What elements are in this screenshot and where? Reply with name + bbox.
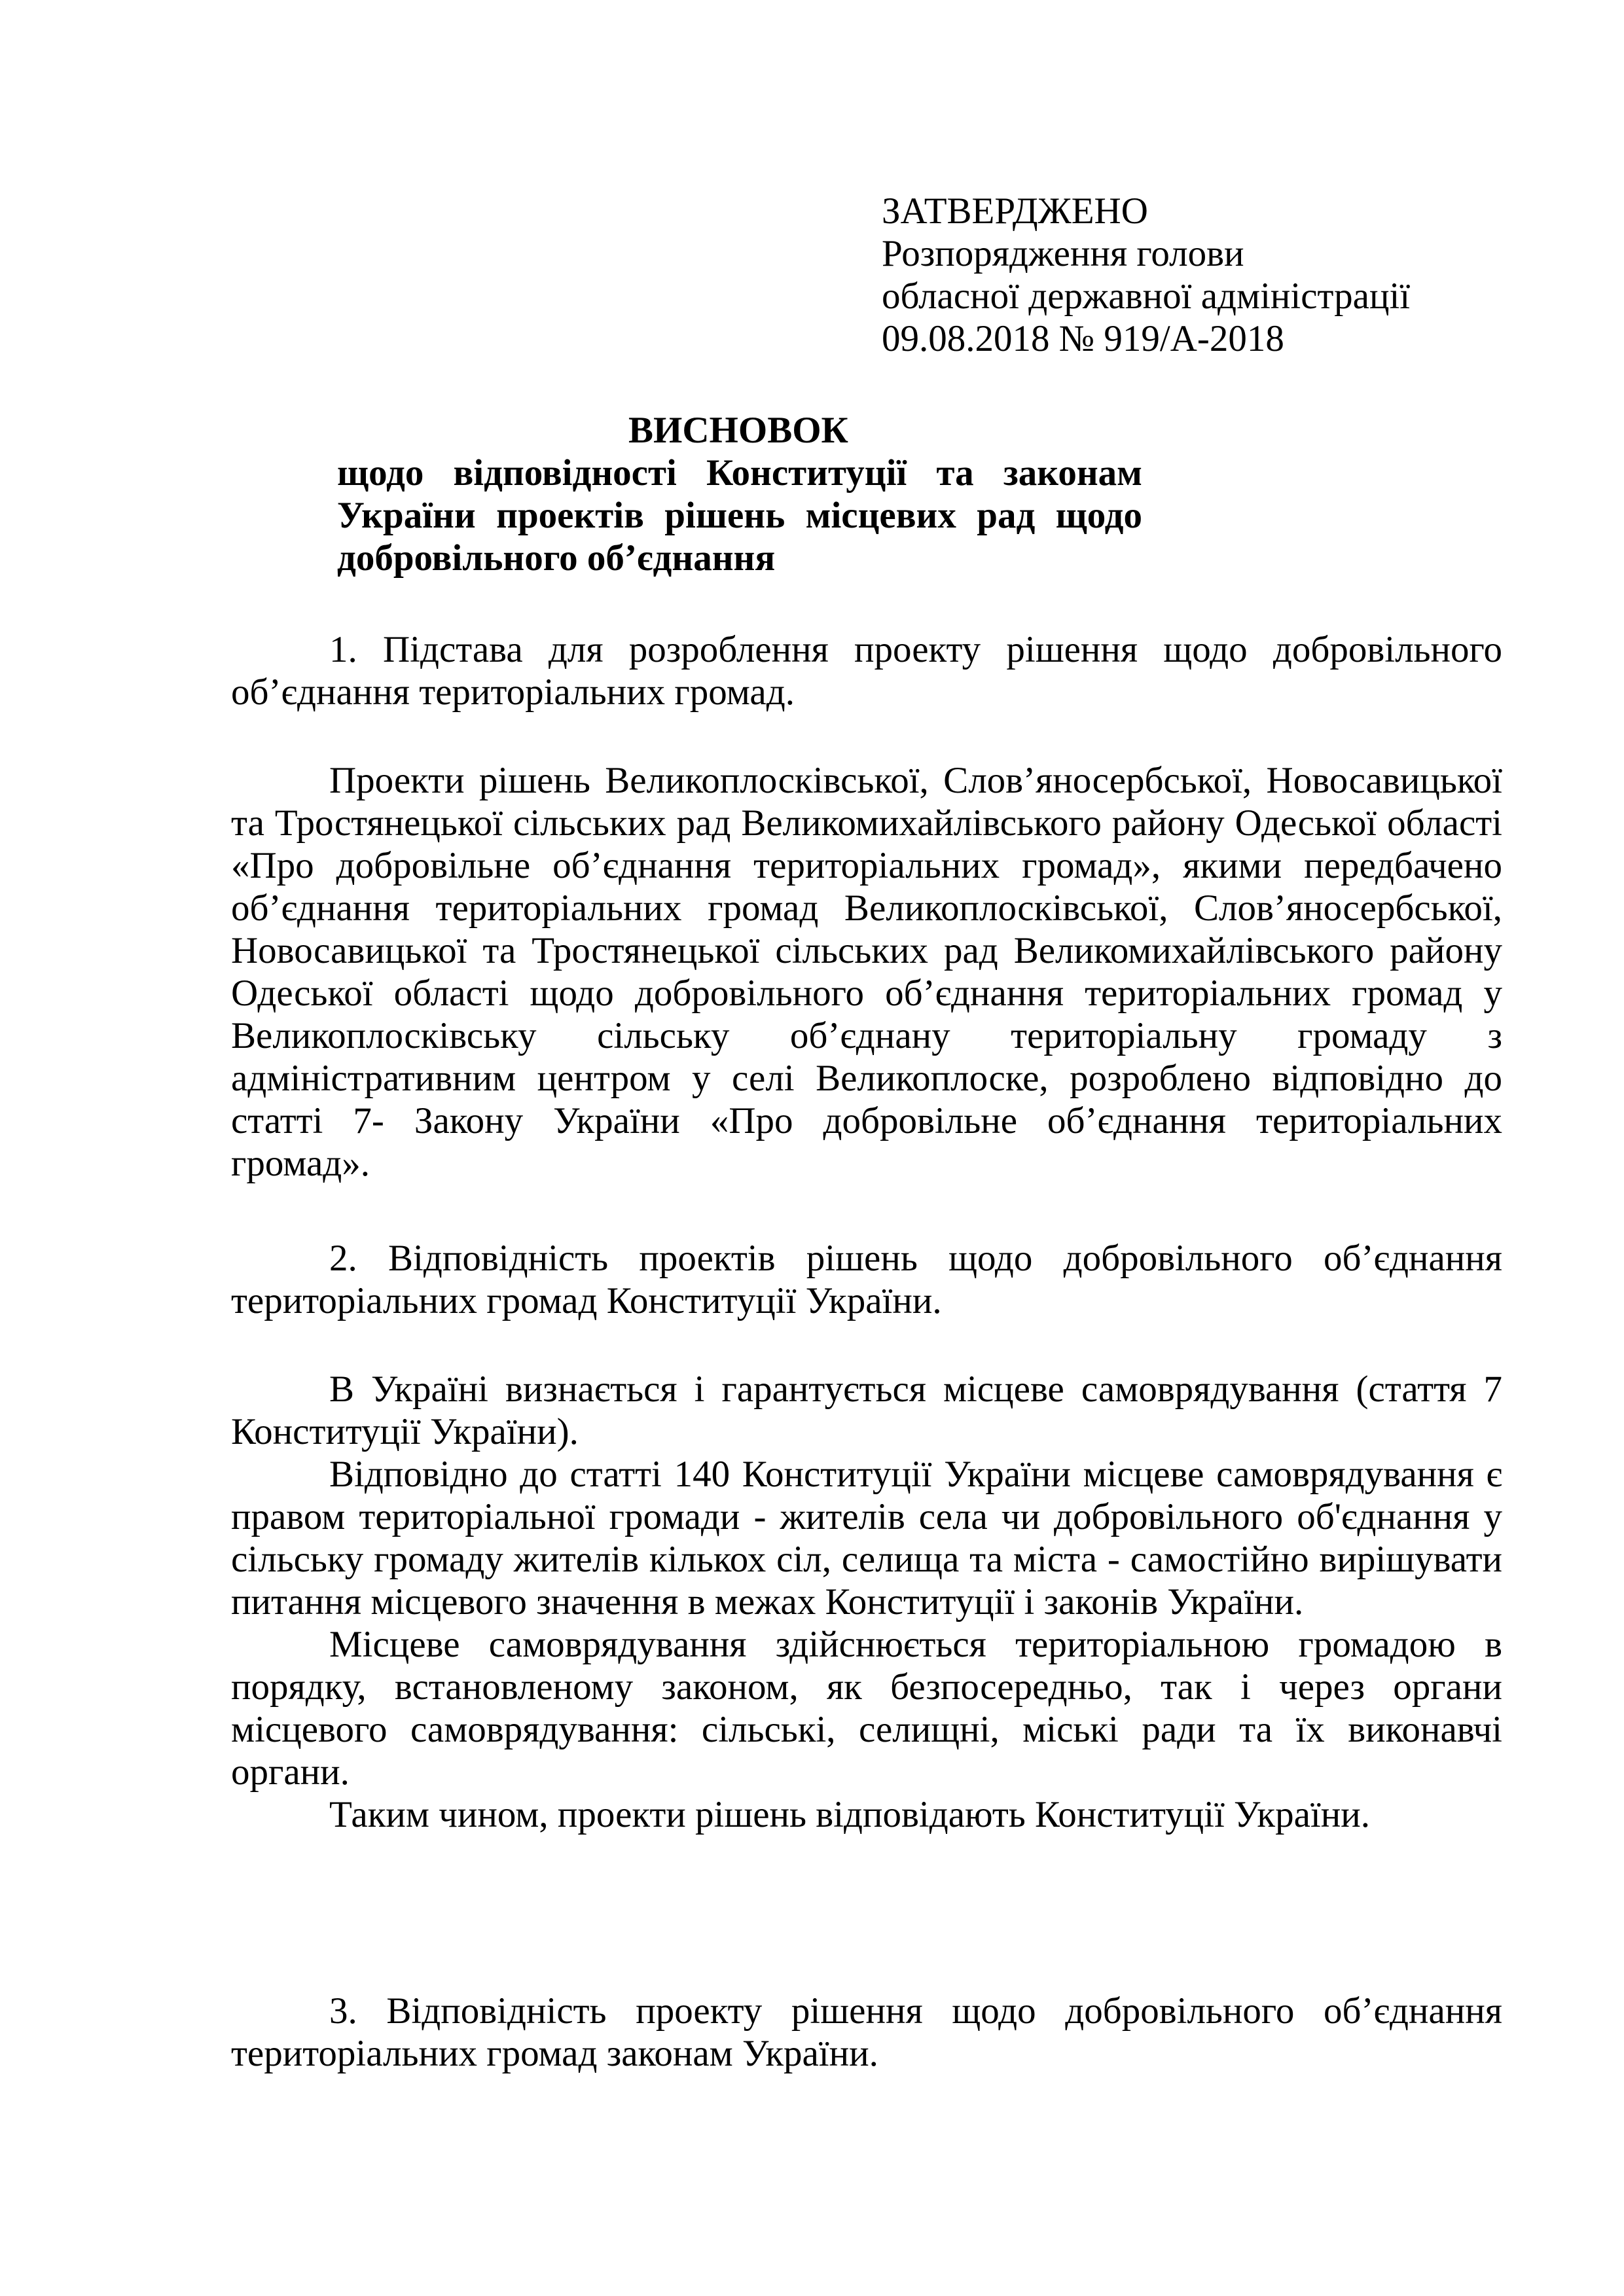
subtitle-line-1: щодо відповідності Конституції та законам [337, 452, 1142, 493]
subtitle-line-3: добровільного об’єднання [337, 537, 776, 579]
section-1-paragraph: Проекти рішень Великоплосківської, Слов’яносербської, Новосавицької та Тростянецької сільських рад Великомихайлівського району Одеської області «Про добровільне об’єднання територіальних громад», якими передбачено об’єднання територіальних громад Великоплосківської, Слов’яносербської, Новосавицької та Тростянецької сільських рад Великомихайлівського району Одеської області щодо добровільного об’єднання територіальних громад у Великоплосківську сільську об’єднану територіальну громаду з адміністративним центром у селі Великоплоске, розроблено відповідно до статті 7- Закону України «Про добровільне об’єднання територіальних громад». [231, 760, 1502, 1184]
section-2-heading-text: 2. Відповідність проектів рішень щодо добровільного об’єднання територіальних громад Конституції України. [231, 1238, 1502, 1321]
approval-order-label: Розпорядження голови [882, 233, 1244, 274]
approval-stamp-block [882, 190, 1410, 360]
section-1-body [231, 759, 1502, 1185]
section-2-heading [231, 1237, 1502, 1322]
document-title: ВИСНОВОК [628, 410, 848, 451]
section-1-heading-text: 1. Підстава для розроблення проекту рішення щодо добровільного об’єднання територіальних громад. [231, 629, 1502, 713]
section-3-heading [231, 1990, 1502, 2075]
section-2-paragraph-4: Таким чином, проекти рішень відповідають Конституції України. [329, 1794, 1370, 1835]
document-subtitle [337, 452, 1142, 579]
section-2-body [231, 1368, 1502, 1836]
section-2-paragraph-2: Відповідно до статті 140 Конституції України місцеве самоврядування є правом територіальної громади - жителів села чи добровільного об'єднання у сільську громаду жителів кількох сіл, селища та міста - самостійно вирішувати питання місцевого значення в межах Конституції і законів України. [231, 1454, 1502, 1623]
section-2-paragraph-3: Місцеве самоврядування здійснюється територіальною громадою в порядку, встановленому законом, як безпосередньо, так і через органи місцевого самоврядування: сільські, селищні, міські ради та їх виконавчі органи. [231, 1624, 1502, 1793]
approval-date-number: 09.08.2018 № 919/А-2018 [882, 318, 1284, 359]
section-1-heading [231, 628, 1502, 713]
approval-label: ЗАТВЕРДЖЕНО [882, 190, 1148, 232]
section-3-heading-text: 3. Відповідність проекту рішення щодо добровільного об’єднання територіальних громад законам України. [231, 1990, 1502, 2074]
subtitle-line-2: України проектів рішень місцевих рад щодо [337, 495, 1142, 536]
approval-authority: обласної державної адміністрації [882, 276, 1411, 317]
section-2-paragraph-1: В Україні визнається і гарантується місцеве самоврядування (стаття 7 Конституції України). [231, 1369, 1502, 1452]
